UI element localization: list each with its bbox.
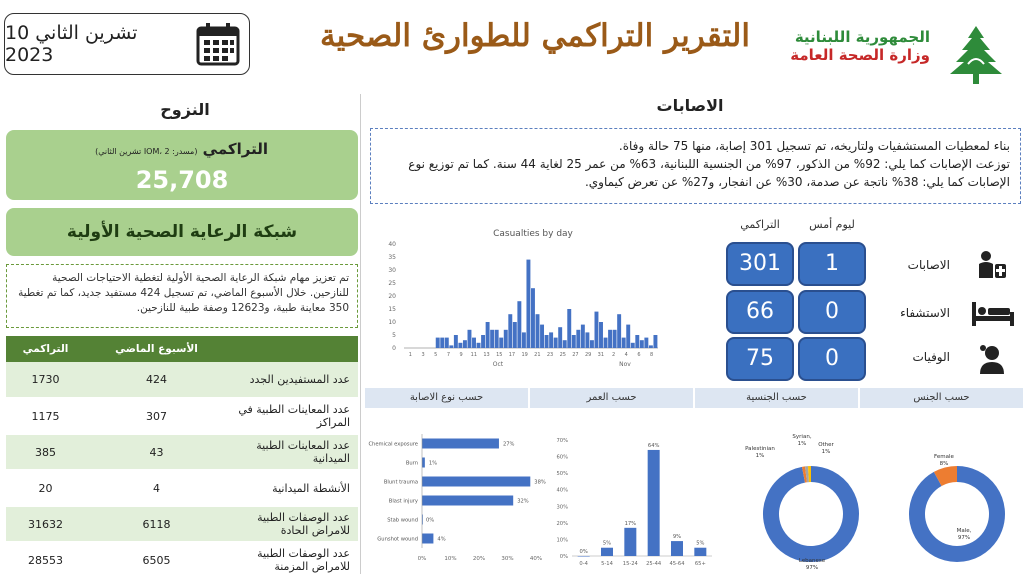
- bar: [671, 541, 683, 556]
- bar: [554, 338, 558, 348]
- bar: [522, 332, 526, 348]
- x-tick-label: 19: [521, 352, 527, 358]
- bar: [640, 340, 644, 348]
- bar: [653, 335, 657, 348]
- ministry-line1: الجمهورية اللبنانية: [790, 28, 930, 46]
- bar: [590, 340, 594, 348]
- kpi-hospitalization-cumulative: 66: [726, 290, 794, 334]
- bar: [422, 439, 499, 449]
- y-tick-label: 10%: [556, 537, 568, 543]
- row-week-value: 43: [85, 434, 228, 470]
- x-tick-label: 6: [637, 352, 640, 358]
- table-row: [6, 362, 358, 398]
- ministry-name: [790, 28, 930, 64]
- breakdown-tabs: [365, 388, 1023, 408]
- displacement-label: [95, 140, 268, 158]
- bar: [567, 309, 571, 348]
- category-label: Gunshot wound: [377, 537, 418, 543]
- slice-label: Other: [818, 442, 834, 448]
- bar: [495, 330, 499, 348]
- bar: [595, 312, 599, 348]
- slice-label: Female: [934, 454, 955, 460]
- y-tick-label: 5: [392, 332, 396, 339]
- data-label: 17%: [625, 521, 637, 527]
- injury-type-chart: [364, 412, 544, 574]
- data-label: 4%: [437, 537, 445, 543]
- bar: [576, 330, 580, 348]
- page-title: التقرير التراكمي للطوارئ الصحية: [300, 18, 770, 54]
- slice-label: 97%: [958, 535, 970, 541]
- bar: [581, 325, 585, 348]
- y-tick-label: 60%: [556, 455, 568, 461]
- row-total-value: 28553: [6, 542, 85, 578]
- bar: [644, 338, 648, 348]
- bar: [558, 327, 562, 348]
- nationality-chart: [746, 412, 876, 574]
- table-row: [6, 398, 358, 434]
- category-label: Chemical exposure: [368, 442, 418, 448]
- bar: [499, 338, 503, 348]
- donut-slice: [771, 474, 851, 554]
- row-total-value: 1730: [6, 362, 85, 398]
- tab-by-injury-type[interactable]: حسب نوع الاصابة: [365, 388, 528, 408]
- x-tick-label: 17: [509, 352, 515, 358]
- x-tick-label: 23: [547, 352, 553, 358]
- bar: [436, 338, 440, 348]
- bar: [545, 335, 549, 348]
- bar: [604, 338, 608, 348]
- row-total-value: 31632: [6, 506, 85, 542]
- slice-label: Male,: [957, 528, 972, 534]
- bar: [617, 314, 621, 348]
- bar: [422, 458, 425, 468]
- month-label: Oct: [493, 361, 504, 368]
- category-label: 65+: [695, 561, 706, 567]
- injured-person-icon: [976, 250, 1008, 280]
- x-tick-label: 9: [460, 352, 463, 358]
- row-week-value: 4: [85, 470, 228, 506]
- kpi-header-cumulative: التراكمي: [726, 218, 794, 231]
- y-tick-label: 40%: [556, 488, 568, 494]
- bar: [608, 330, 612, 348]
- calendar-icon: [195, 21, 241, 67]
- data-label: 5%: [696, 541, 704, 547]
- row-week-value: 424: [85, 362, 228, 398]
- x-tick-label: 3: [421, 352, 424, 358]
- bar: [526, 260, 530, 348]
- bar: [631, 343, 635, 348]
- chart-title: Casualties by day: [493, 229, 573, 239]
- bar: [422, 496, 513, 506]
- x-tick-label: 8: [650, 352, 653, 358]
- bar: [624, 528, 636, 556]
- kpi-injuries-yesterday: 1: [798, 242, 866, 286]
- casualties-by-day-chart: [368, 222, 666, 378]
- ministry-line2: وزارة الصحة العامة: [790, 46, 930, 64]
- table-header: التراكمي: [6, 336, 85, 362]
- x-tick-label: 30%: [501, 556, 513, 562]
- table-row: [6, 506, 358, 542]
- bar: [454, 335, 458, 348]
- data-label: 38%: [534, 480, 546, 486]
- injuries-summary-line1: بناء لمعطيات المستشفيات ولتاريخه، تم تسجيل 301 إصابة، منها 75 حالة وفاة.: [381, 137, 1010, 155]
- bar: [504, 330, 508, 348]
- x-tick-label: 5: [434, 352, 437, 358]
- bar: [648, 450, 660, 556]
- bar: [531, 288, 535, 348]
- bar: [422, 477, 530, 487]
- phc-description: تم تعزيز مهام شبكة الرعاية الصحية الأولية لتغطية الاحتياجات الصحية للنازحين. خلال الأسبوع الماضي، تم تسجيل 424 مستفيد جديد، كما تم تغطية 350 معاينة طبية، و12623 وصفة طبية للنازحين.: [6, 264, 358, 328]
- bar: [536, 314, 540, 348]
- y-tick-label: 25: [388, 280, 396, 287]
- category-label: 25-44: [646, 561, 662, 567]
- row-total-value: 20: [6, 470, 85, 506]
- bar: [440, 338, 444, 348]
- y-tick-label: 20: [388, 293, 396, 300]
- bar: [622, 338, 626, 348]
- category-label: 0-4: [579, 561, 588, 567]
- x-tick-label: 25: [560, 352, 566, 358]
- table-row: [6, 434, 358, 470]
- data-label: 64%: [648, 443, 660, 449]
- bar: [463, 340, 467, 348]
- data-label: 1%: [429, 461, 437, 467]
- bar: [585, 332, 589, 348]
- bar: [549, 332, 553, 348]
- injuries-title: الاصابات: [600, 96, 780, 115]
- row-label: عدد الوصفات الطبية للامراض الحادة: [228, 506, 358, 542]
- bar: [613, 330, 617, 348]
- kpi-hospitalization-label: الاستشفاء: [890, 306, 950, 320]
- table-row: [6, 470, 358, 506]
- bar: [458, 343, 462, 348]
- donut-slice: [917, 474, 997, 554]
- x-tick-label: 13: [483, 352, 489, 358]
- data-label: 27%: [503, 442, 515, 448]
- displacement-card: [6, 130, 358, 200]
- data-label: 32%: [517, 499, 529, 505]
- row-total-value: 1175: [6, 398, 85, 434]
- x-tick-label: 20%: [473, 556, 485, 562]
- data-label: 0%: [580, 549, 588, 555]
- bar: [472, 338, 476, 348]
- report-date: 10 تشرين الثاني 2023: [5, 22, 187, 66]
- bar: [445, 338, 449, 348]
- bar: [599, 322, 603, 348]
- kpi-header-yesterday: ليوم أمس: [798, 218, 866, 231]
- category-label: Burn: [406, 461, 418, 467]
- row-label: الأنشطة الميدانية: [228, 470, 358, 506]
- table-header: [228, 336, 358, 362]
- slice-label: Syrian,: [792, 434, 811, 440]
- category-label: 5-14: [601, 561, 613, 567]
- x-tick-label: 15: [496, 352, 502, 358]
- kpi-hospitalization-yesterday: 0: [798, 290, 866, 334]
- category-label: Blast injury: [389, 499, 418, 505]
- table-row: [6, 542, 358, 578]
- y-tick-label: 40: [388, 241, 396, 248]
- deceased-person-icon: [978, 344, 1006, 374]
- sex-chart: [892, 412, 1022, 574]
- slice-label: 97%: [806, 565, 818, 571]
- y-tick-label: 15: [388, 306, 396, 313]
- x-tick-label: 31: [598, 352, 604, 358]
- bar: [422, 534, 433, 544]
- x-tick-label: 40%: [530, 556, 542, 562]
- kpi-deaths-label: الوفيات: [890, 350, 950, 364]
- age-chart: [550, 412, 718, 574]
- bar: [490, 330, 494, 348]
- slice-label: 1%: [822, 449, 831, 455]
- data-label: 9%: [673, 534, 681, 540]
- kpi-deaths-yesterday: 0: [798, 337, 866, 381]
- tab-by-nationality[interactable]: حسب الجنسية: [695, 388, 858, 408]
- row-week-value: 6505: [85, 542, 228, 578]
- x-tick-label: 2: [612, 352, 615, 358]
- kpi-injuries-cumulative: 301: [726, 242, 794, 286]
- bar: [477, 343, 481, 348]
- bar: [517, 301, 521, 348]
- column-divider: [360, 94, 361, 574]
- data-label: 0%: [426, 518, 434, 524]
- date-box: [4, 13, 250, 75]
- injuries-summary: [370, 128, 1021, 204]
- hospital-bed-icon: [970, 300, 1016, 328]
- data-label: 5%: [603, 541, 611, 547]
- row-label: عدد المعاينات الطبية الميدانية: [228, 434, 358, 470]
- kpi-injuries-label: الاصابات: [890, 258, 950, 272]
- bar: [468, 330, 472, 348]
- x-tick-label: 29: [585, 352, 591, 358]
- tab-by-age[interactable]: حسب العمر: [530, 388, 693, 408]
- x-tick-label: 11: [471, 352, 477, 358]
- row-label: عدد المستفيدين الجدد: [228, 362, 358, 398]
- displacement-label-text: التراكمي: [203, 140, 268, 158]
- x-tick-label: 0%: [418, 556, 427, 562]
- bar: [649, 345, 653, 348]
- x-tick-label: 27: [572, 352, 578, 358]
- bar: [578, 556, 590, 557]
- injuries-summary-line2: توزعت الإصابات كما يلي: 92% من الذكور، 97% من الجنسية اللبنانية، 63% من عمر 25 لغاية 44 سنة. كما تم توزيع نوع الإصابات كما يلي: 38% ناتجة عن صدمة، 30% عن انفجار، و27% عن تعرض كيماوي.: [381, 155, 1010, 191]
- bar: [486, 322, 490, 348]
- cedar-logo-icon: [944, 24, 1008, 86]
- y-tick-label: 0: [392, 345, 396, 352]
- category-label: 15-24: [623, 561, 639, 567]
- y-tick-label: 0%: [560, 554, 568, 560]
- bar: [508, 314, 512, 348]
- x-tick-label: 7: [447, 352, 450, 358]
- x-tick-label: 1: [409, 352, 412, 358]
- tab-by-sex[interactable]: حسب الجنس: [860, 388, 1023, 408]
- slice-label: Lebanese: [799, 558, 826, 564]
- bar: [563, 340, 567, 348]
- displacement-source: (مسدر: IOM، 2 تشرين الثاني): [95, 147, 197, 156]
- y-tick-label: 35: [388, 254, 396, 261]
- month-label: Nov: [619, 361, 631, 368]
- table-header-row: [6, 336, 358, 362]
- y-tick-label: 10: [388, 319, 396, 326]
- phc-title: شبكة الرعاية الصحية الأولية: [6, 208, 358, 256]
- bar: [635, 335, 639, 348]
- x-tick-label: 21: [534, 352, 540, 358]
- slice-label: 1%: [798, 441, 807, 447]
- category-label: Blunt trauma: [384, 480, 418, 486]
- bar: [572, 335, 576, 348]
- row-label: عدد المعاينات الطبية في المراكز: [228, 398, 358, 434]
- slice-label: 8%: [940, 461, 949, 467]
- category-label: Stab wound: [387, 518, 418, 524]
- donut-slice: [938, 474, 957, 479]
- category-label: 45-64: [669, 561, 685, 567]
- slice-label: Palestinian: [745, 446, 775, 452]
- bar: [601, 548, 613, 556]
- bar: [449, 345, 453, 348]
- bar: [513, 322, 517, 348]
- x-tick-label: 4: [625, 352, 628, 358]
- displacement-value: 25,708: [6, 166, 358, 194]
- y-tick-label: 30%: [556, 504, 568, 510]
- y-tick-label: 50%: [556, 471, 568, 477]
- phc-table: [6, 336, 358, 579]
- row-week-value: 307: [85, 398, 228, 434]
- x-tick-label: 10%: [444, 556, 456, 562]
- y-tick-label: 70%: [556, 438, 568, 444]
- row-week-value: 6118: [85, 506, 228, 542]
- slice-label: 1%: [756, 453, 765, 459]
- bar: [694, 548, 706, 556]
- row-total-value: 385: [6, 434, 85, 470]
- bar: [626, 325, 630, 348]
- row-label: عدد الوصفات الطبية للامراض المزمنة: [228, 542, 358, 578]
- y-tick-label: 20%: [556, 521, 568, 527]
- kpi-deaths-cumulative: 75: [726, 337, 794, 381]
- displacement-title: النزوح: [120, 100, 250, 119]
- y-tick-label: 30: [388, 267, 396, 274]
- bar: [481, 335, 485, 348]
- bar: [540, 325, 544, 348]
- table-header: الأسبوع الماضي: [85, 336, 228, 362]
